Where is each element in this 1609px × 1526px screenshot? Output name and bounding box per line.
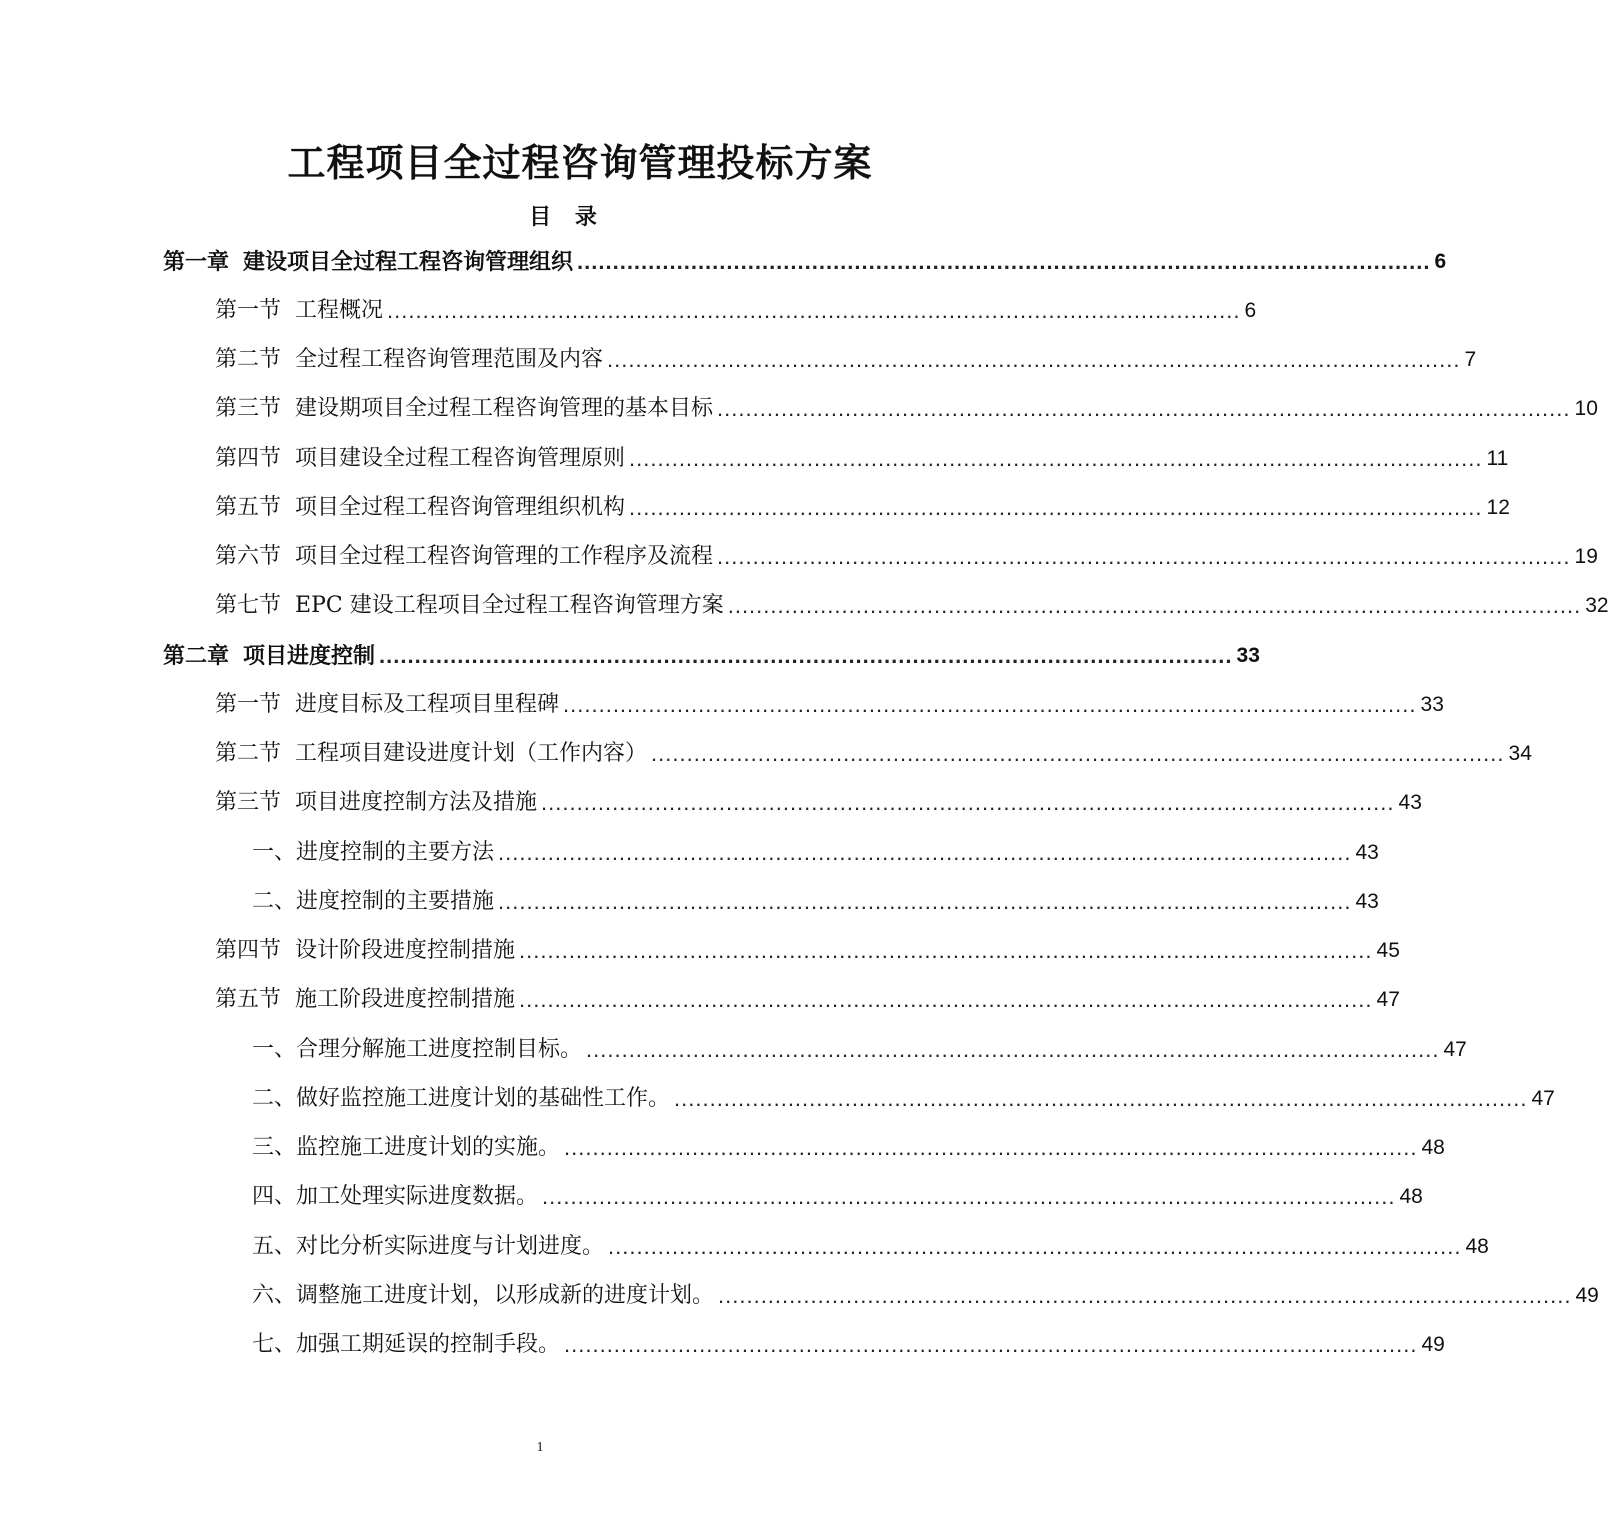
toc-entry-subsection[interactable] — [252, 1177, 1423, 1217]
toc-entry-number: 第五节 — [215, 495, 282, 520]
toc-entry-subsection[interactable] — [252, 1227, 1489, 1267]
toc-entry-number: 第六节 — [215, 544, 282, 569]
toc-heading: 目 录 — [529, 204, 605, 230]
toc-entry-label: 项目全过程工程咨询管理的工作程序及流程 — [295, 544, 714, 569]
toc-entry-page: 33 — [1420, 693, 1444, 716]
toc-leader-dots: ........................................................................................................................ — [542, 1184, 1396, 1209]
toc-entry-label: 工程概况 — [295, 298, 384, 323]
toc-entry-section[interactable] — [215, 537, 1598, 577]
toc-entry-label: 一、合理分解施工进度控制目标。 — [252, 1037, 583, 1062]
toc-entry-number: 第二节 — [215, 347, 282, 372]
toc-entry-section[interactable] — [215, 931, 1400, 971]
toc-entry-number: 第五节 — [215, 987, 282, 1012]
toc-entry-page: 47 — [1531, 1087, 1555, 1110]
toc-entry-label: 施工阶段进度控制措施 — [295, 987, 516, 1012]
toc-entry-page: 47 — [1443, 1038, 1467, 1061]
toc-leader-dots: ........................................................................................................................ — [717, 544, 1571, 569]
toc-entry-number: 第一章 — [163, 249, 230, 275]
toc-entry-number: 第二章 — [163, 643, 230, 669]
toc-entry-number: 第三节 — [215, 396, 282, 421]
toc-entry-label: 六、调整施工进度计划，以形成新的进度计划。 — [252, 1283, 715, 1308]
toc-entry-number: 第三节 — [215, 790, 282, 815]
toc-entry-section[interactable] — [215, 291, 1257, 331]
toc-leader-dots: ........................................................................................................................ — [717, 396, 1571, 421]
toc-entry-page: 48 — [1421, 1136, 1445, 1159]
toc-leader-dots: ........................................................................................................................ — [498, 889, 1352, 914]
toc-leader-dots: ........................................................................................................................ — [498, 840, 1352, 865]
toc-entry-label: 二、做好监控施工进度计划的基础性工作。 — [252, 1086, 671, 1111]
toc-entry-label: 工程项目建设进度计划（工作内容） — [295, 741, 648, 766]
toc-entry-label: 项目建设全过程工程咨询管理原则 — [295, 446, 626, 471]
toc-leader-dots: ........................................................................................................................ — [608, 1234, 1462, 1259]
toc-entry-page: 43 — [1355, 890, 1379, 913]
toc-leader-dots: ........................................................................................................................ — [387, 298, 1241, 323]
toc-entry-label: 全过程工程咨询管理范围及内容 — [295, 347, 604, 372]
toc-entry-label: EPC 建设工程项目全过程工程咨询管理方案 — [295, 593, 724, 618]
toc-entry-page: 10 — [1574, 397, 1598, 420]
toc-leader-dots: ........................................................................................................................ — [651, 741, 1505, 766]
toc-entry-section[interactable] — [215, 783, 1422, 823]
page-number: 1 — [536, 1440, 544, 1455]
toc-entry-subsection[interactable] — [252, 833, 1379, 873]
toc-entry-page: 33 — [1236, 644, 1260, 667]
toc-entry-label: 七、加强工期延误的控制手段。 — [252, 1332, 561, 1357]
toc-entry-section[interactable] — [215, 980, 1400, 1020]
toc-entry-page: 48 — [1465, 1235, 1489, 1258]
toc-entry-section[interactable] — [215, 488, 1510, 528]
toc-leader-dots: ........................................................................................................................ — [519, 987, 1373, 1012]
toc-entry-label: 三、监控施工进度计划的实施。 — [252, 1135, 561, 1160]
toc-entry-label: 二、进度控制的主要措施 — [252, 889, 495, 914]
toc-entry-section[interactable] — [215, 389, 1598, 429]
toc-entry-page: 43 — [1355, 841, 1379, 864]
toc-leader-dots: ........................................................................................................................ — [379, 643, 1233, 668]
toc-leader-dots: ........................................................................................................................ — [563, 692, 1417, 717]
toc-entry-label: 建设期项目全过程工程咨询管理的基本目标 — [295, 396, 714, 421]
toc-entry-page: 48 — [1399, 1185, 1423, 1208]
toc-entry-number: 第一节 — [215, 692, 282, 717]
toc-entry-page: 12 — [1486, 496, 1510, 519]
toc-entry-number: 第一节 — [215, 298, 282, 323]
toc-entry-label: 建设项目全过程工程咨询管理组织 — [243, 249, 574, 275]
toc-entry-number: 第七节 — [215, 593, 282, 618]
toc-entry-page: 32 — [1585, 594, 1609, 617]
toc-entry-section[interactable] — [215, 685, 1444, 725]
toc-entry-chapter[interactable] — [163, 636, 1260, 676]
toc-leader-dots: ........................................................................................................................ — [629, 446, 1483, 471]
toc-entry-label: 项目进度控制 — [243, 643, 376, 669]
toc-entry-label: 五、对比分析实际进度与计划进度。 — [252, 1234, 605, 1259]
toc-leader-dots: ........................................................................................................................ — [541, 790, 1395, 815]
toc-entry-subsection[interactable] — [252, 1030, 1467, 1070]
toc-leader-dots: ........................................................................................................................ — [718, 1283, 1572, 1308]
toc-entry-label: 四、加工处理实际进度数据。 — [252, 1184, 539, 1209]
toc-entry-label: 项目进度控制方法及措施 — [295, 790, 538, 815]
toc-entry-page: 49 — [1421, 1333, 1445, 1356]
toc-leader-dots: ........................................................................................................................ — [564, 1135, 1418, 1160]
toc-entry-section[interactable] — [215, 340, 1477, 380]
toc-entry-subsection[interactable] — [252, 1128, 1445, 1168]
toc-leader-dots: ........................................................................................................................ — [519, 938, 1373, 963]
toc-leader-dots: ........................................................................................................................ — [727, 593, 1582, 618]
toc-entry-page: 49 — [1575, 1284, 1599, 1307]
toc-entry-page: 6 — [1244, 299, 1257, 322]
toc-entry-number: 第四节 — [215, 938, 282, 963]
toc-entry-page: 47 — [1376, 988, 1400, 1011]
toc-entry-subsection[interactable] — [252, 1276, 1599, 1316]
toc-entry-page: 34 — [1508, 742, 1532, 765]
toc-entry-label: 进度目标及工程项目里程碑 — [295, 692, 560, 717]
toc-leader-dots: ........................................................................................................................ — [674, 1086, 1528, 1111]
toc-entry-label: 项目全过程工程咨询管理组织机构 — [295, 495, 626, 520]
toc-entry-number: 第二节 — [215, 741, 282, 766]
toc-entry-subsection[interactable] — [252, 882, 1379, 922]
toc-entry-label: 一、进度控制的主要方法 — [252, 840, 495, 865]
toc-entry-page: 11 — [1486, 447, 1509, 470]
toc-entry-page: 45 — [1376, 939, 1400, 962]
toc-entry-page: 7 — [1464, 348, 1477, 371]
toc-leader-dots: ........................................................................................................................ — [586, 1037, 1440, 1062]
toc-leader-dots: ........................................................................................................................ — [564, 1332, 1418, 1357]
toc-entry-page: 6 — [1434, 250, 1447, 273]
toc-entry-chapter[interactable] — [163, 242, 1447, 282]
toc-entry-subsection[interactable] — [252, 1325, 1445, 1365]
toc-leader-dots: ........................................................................................................................ — [607, 347, 1461, 372]
toc-leader-dots: ........................................................................................................................ — [629, 495, 1483, 520]
toc-entry-subsection[interactable] — [252, 1079, 1555, 1119]
toc-entry-page: 43 — [1398, 791, 1422, 814]
toc-entry-page: 19 — [1574, 545, 1598, 568]
document-title: 工程项目全过程咨询管理投标方案 — [287, 140, 873, 185]
toc-leader-dots: ........................................................................................................................ — [577, 249, 1431, 274]
toc-entry-number: 第四节 — [215, 446, 282, 471]
toc-entry-section[interactable] — [215, 734, 1532, 774]
toc-entry-section[interactable] — [215, 439, 1509, 479]
toc-entry-section[interactable] — [215, 586, 1609, 626]
toc-entry-label: 设计阶段进度控制措施 — [295, 938, 516, 963]
